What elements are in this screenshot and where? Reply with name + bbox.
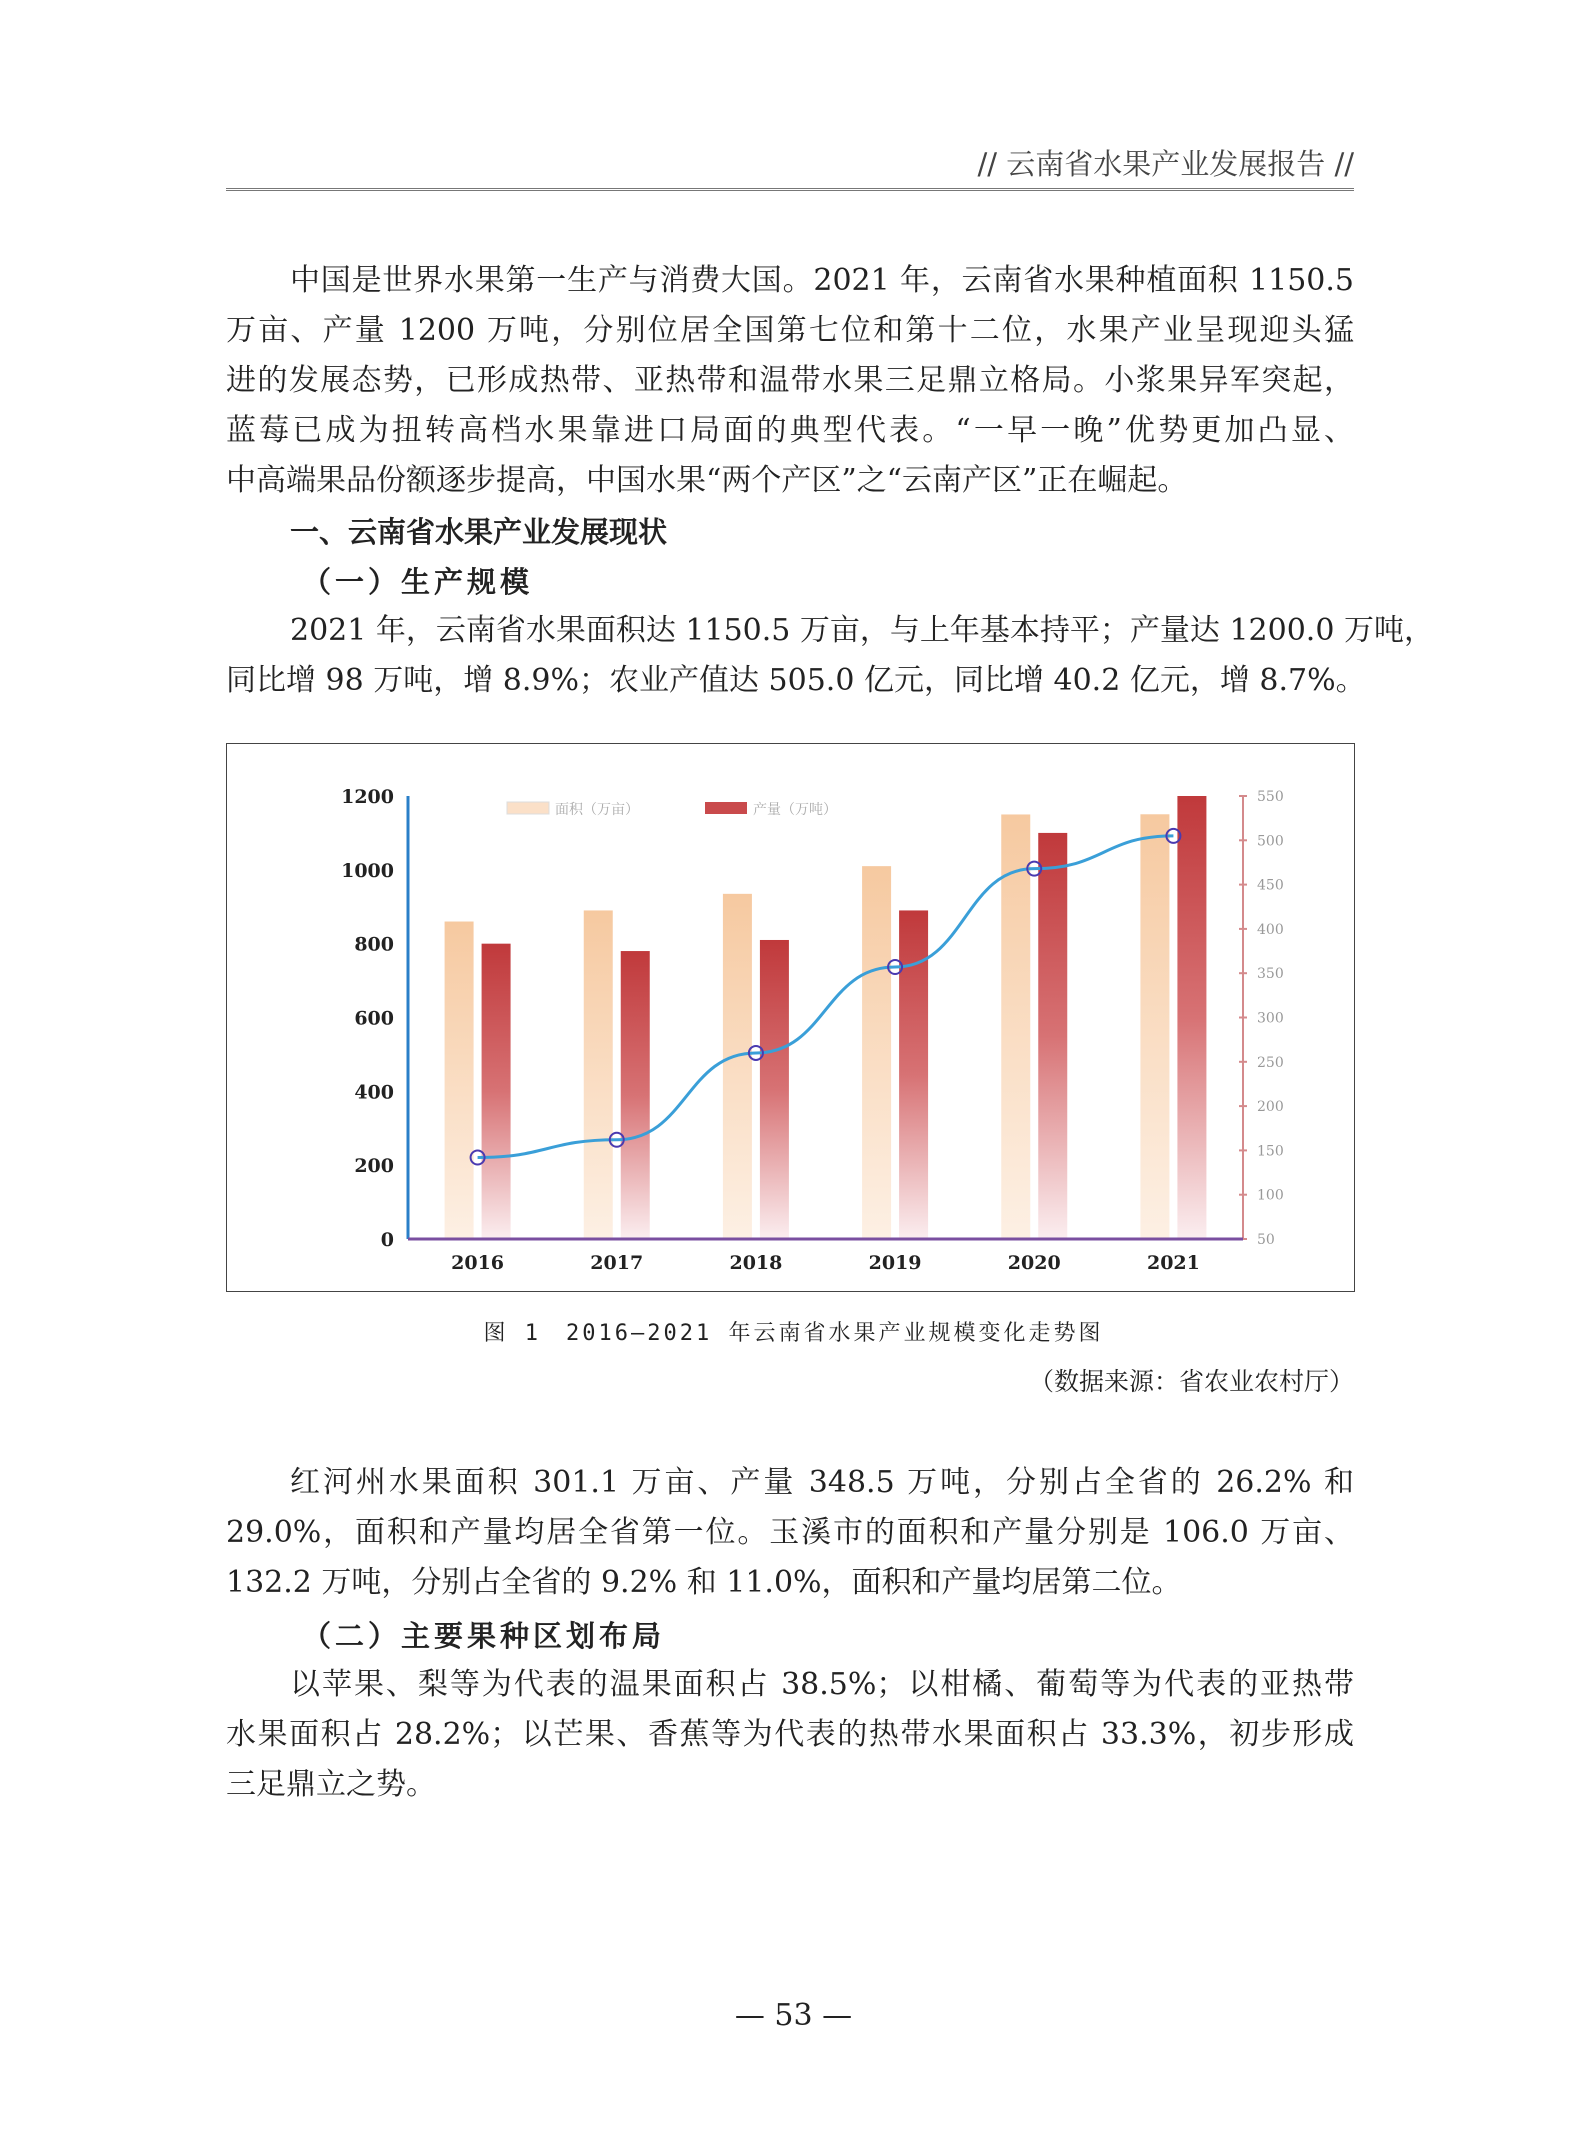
- text-line: 中国是世界水果第一生产与消费大国。2021 年，云南省水果种植面积 1150.5: [290, 263, 1354, 298]
- y2-tick-label: 300: [1257, 1010, 1284, 1027]
- y-tick-label: 600: [354, 1007, 394, 1030]
- y-tick-label: 0: [380, 1229, 394, 1251]
- x-tick-label: 2016: [451, 1252, 505, 1274]
- y2-tick-label: 200: [1257, 1099, 1284, 1116]
- y2-tick-label: 50: [1257, 1232, 1275, 1248]
- y-tick-label: 1200: [341, 786, 394, 808]
- x-tick-label: 2020: [1007, 1252, 1061, 1274]
- y2-tick-label: 550: [1257, 789, 1284, 805]
- area-bar: [1001, 814, 1030, 1239]
- legend-swatch-area: [507, 802, 549, 814]
- text-line: 蓝莓已成为扭转高档水果靠进口局面的典型代表。“一早一晚”优势更加凸显、: [226, 413, 1354, 448]
- legend-swatch-output: [705, 802, 747, 814]
- output-bar: [760, 940, 789, 1239]
- figure-caption: 图 1 2016—2021 年云南省水果产业规模变化走势图: [483, 1321, 1104, 1346]
- output-bar: [621, 951, 650, 1239]
- subsection-heading: （二）主要果种区划布局: [302, 1619, 666, 1653]
- y2-tick-label: 250: [1257, 1054, 1284, 1071]
- area-bar: [584, 910, 613, 1239]
- text-line: 红河州水果面积 301.1 万亩、产量 348.5 万吨，分别占全省的 26.2% 和: [290, 1465, 1354, 1500]
- subsection-heading: （一）生产规模: [302, 565, 534, 599]
- y2-tick-label: 400: [1257, 921, 1284, 938]
- text-line: 132.2 万吨，分别占全省的 9.2% 和 11.0%，面积和产量均居第二位。: [226, 1565, 1182, 1600]
- area-bar: [723, 894, 752, 1239]
- page-number: — 53 —: [734, 1998, 853, 2033]
- output-bar: [482, 944, 511, 1239]
- area-bar: [1140, 814, 1169, 1239]
- y-tick-label: 400: [354, 1081, 394, 1104]
- y2-tick-label: 500: [1257, 833, 1284, 850]
- text-line: 水果面积占 28.2%；以芒果、香蕉等为代表的热带水果面积占 33.3%，初步形成: [226, 1717, 1354, 1752]
- text-line: 同比增 98 万吨，增 8.9%；农业产值达 505.0 亿元，同比增 40.2 亿元，增 8.7%。: [226, 663, 1366, 698]
- x-tick-label: 2021: [1146, 1252, 1200, 1274]
- y-tick-label: 200: [354, 1155, 394, 1178]
- area-bar: [445, 922, 474, 1239]
- output-bar: [1038, 833, 1067, 1239]
- paragraph: [226, 1458, 1354, 1608]
- y2-tick-label: 350: [1257, 966, 1284, 983]
- data-source: （数据来源：省农业农村厅）: [1028, 1367, 1354, 1396]
- running-header: [226, 140, 1354, 191]
- x-tick-label: 2019: [868, 1252, 922, 1274]
- legend-label-output: 产量（万吨）: [753, 802, 837, 818]
- x-tick-label: 2018: [729, 1252, 783, 1274]
- value-line: [478, 836, 1174, 1158]
- text-line: 29.0%，面积和产量均居全省第一位。玉溪市的面积和产量分别是 106.0 万亩、: [226, 1515, 1354, 1550]
- text-line: 三足鼎立之势。: [226, 1767, 436, 1802]
- y2-tick-label: 150: [1257, 1143, 1284, 1160]
- text-line: 中高端果品份额逐步提高，中国水果“两个产区”之“云南产区”正在崛起。: [226, 463, 1188, 498]
- intro-paragraph: [226, 256, 1354, 506]
- text-line: 万亩、产量 1200 万吨，分别位居全国第七位和第十二位，水果产业呈现迎头猛: [226, 313, 1354, 348]
- text-line: 进的发展态势，已形成热带、亚热带和温带水果三足鼎立格局。小浆果异军突起，: [226, 363, 1354, 398]
- text-line: 2021 年，云南省水果面积达 1150.5 万亩，与上年基本持平；产量达 1200.0 万吨，: [290, 613, 1434, 648]
- y2-tick-label: 100: [1257, 1187, 1284, 1204]
- section-heading: 一、云南省水果产业发展现状: [290, 515, 668, 549]
- y-tick-label: 800: [354, 933, 394, 956]
- paragraph: [226, 606, 1434, 706]
- area-bar: [862, 866, 891, 1239]
- header-title: // 云南省水果产业发展报告 //: [977, 147, 1354, 181]
- legend-label-area: 面积（万亩）: [555, 802, 639, 818]
- x-tick-label: 2017: [590, 1252, 644, 1274]
- text-line: 以苹果、梨等为代表的温果面积占 38.5%；以柑橘、葡萄等为代表的亚热带: [290, 1667, 1354, 1702]
- paragraph: [226, 1660, 1354, 1810]
- output-bar: [1177, 796, 1206, 1239]
- bar-line-chart: [227, 744, 1354, 1291]
- y2-tick-label: 450: [1257, 877, 1284, 894]
- chart-frame: [226, 743, 1355, 1292]
- y-tick-label: 1000: [341, 859, 394, 882]
